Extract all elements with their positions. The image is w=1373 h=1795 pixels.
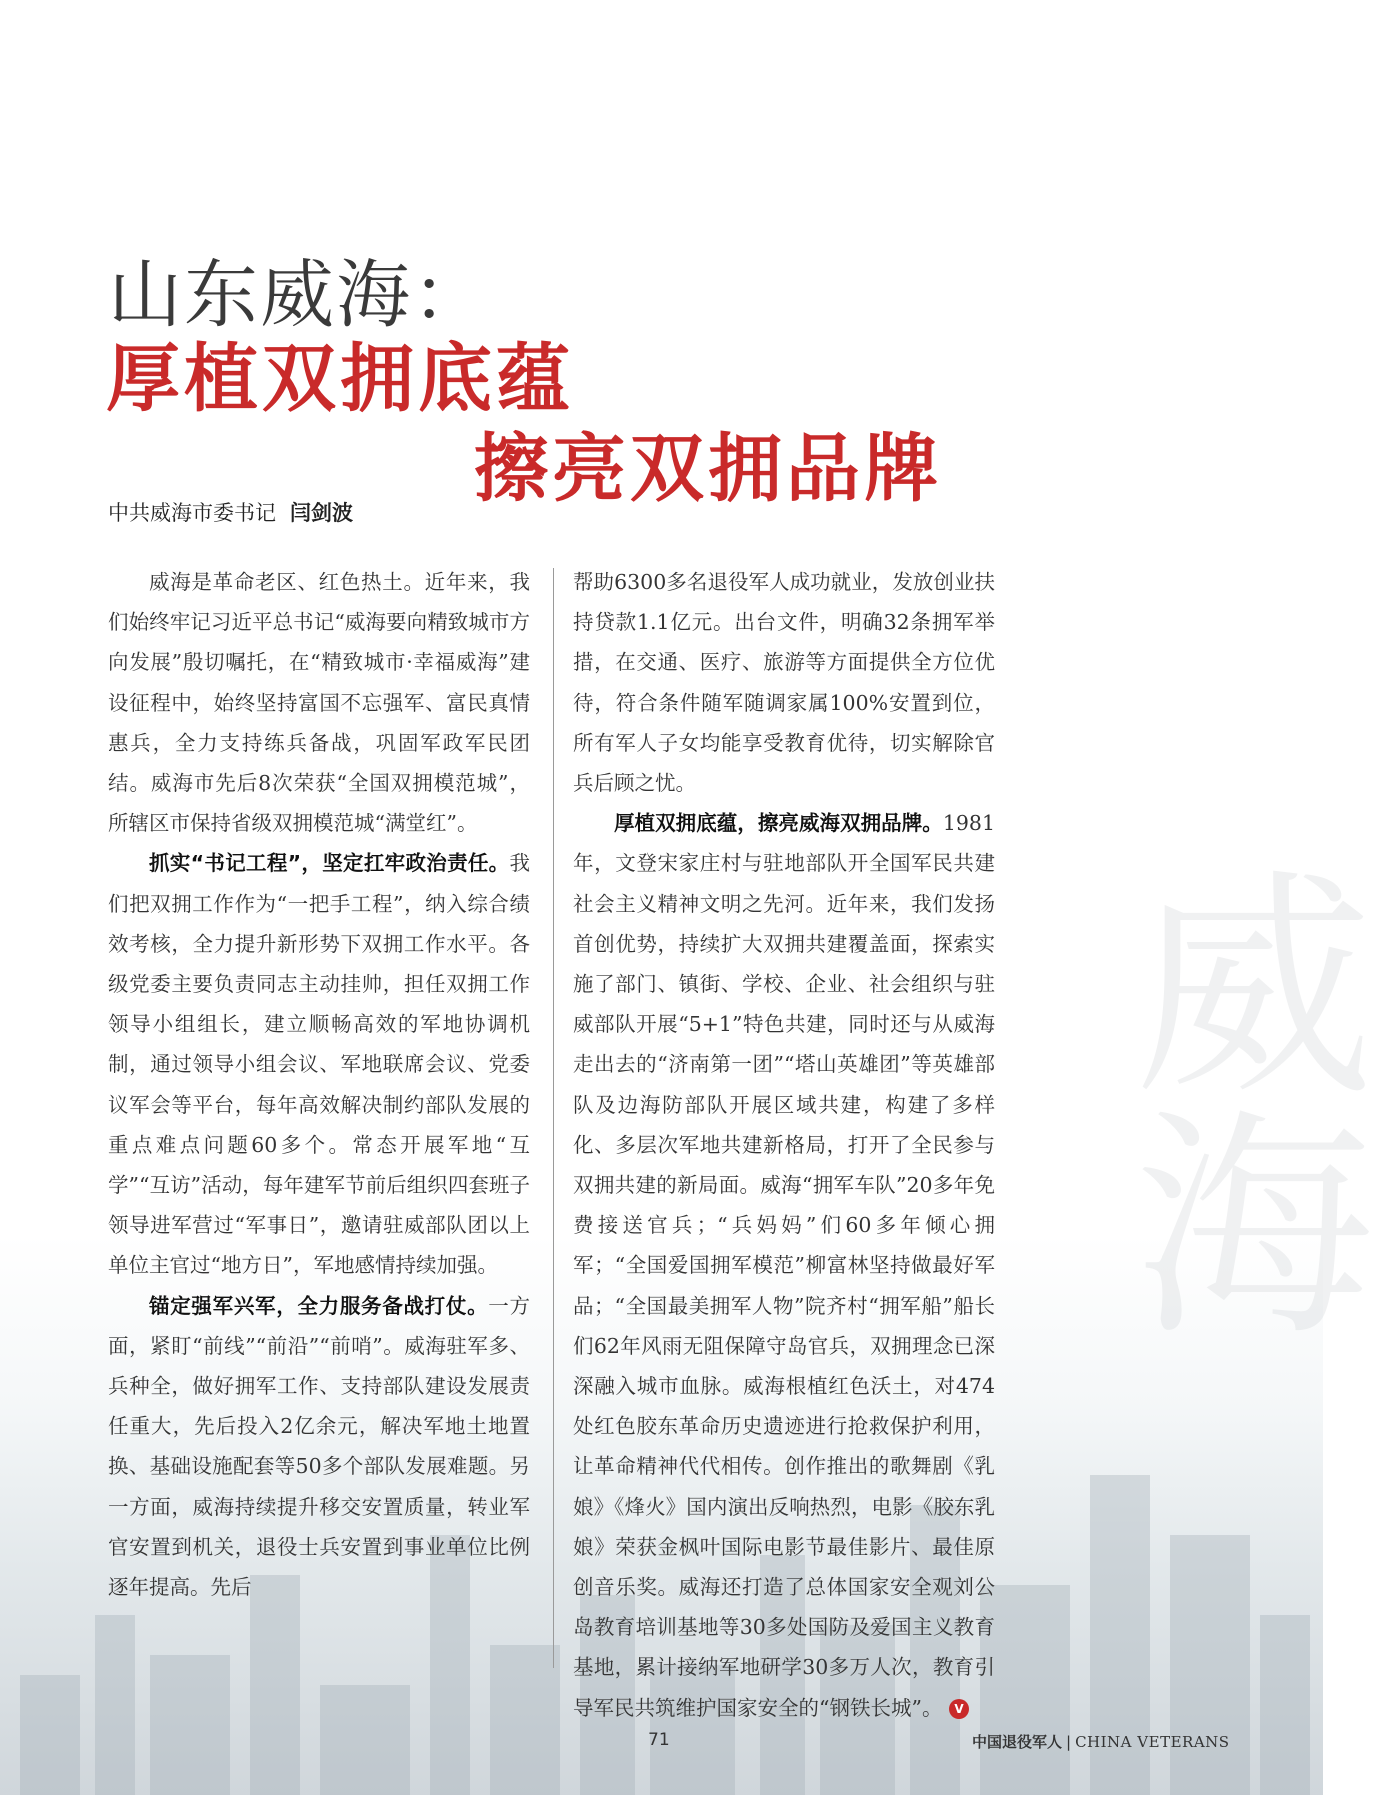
paragraph-body: 一方面，紧盯“前线”“前沿”“前哨”。威海驻军多、兵种全，做好拥军工作、支持部队建设发展责任重大，先后投入2亿余元，解决军地土地置换、基础设施配套等50多个部队发展难题。另一方面，威海持续提升移交安置质量，转业军官安置到机关，退役士兵安置到事业单位比例逐年提高。先后 — [108, 1293, 531, 1600]
page-number: 71 — [648, 1730, 670, 1750]
article-column-left — [108, 562, 530, 1607]
paragraph-body: 1981年，文登宋家庄村与驻地部队开全国军民共建社会主义精神文明之先河。近年来，我们发扬首创优势，持续扩大双拥共建覆盖面，探索实施了部门、镇街、学校、企业、社会组织与驻威部队开展“5+1”特色共建，同时还与从威海走出去的“济南第一团”“塔山英雄团”等英雄部队及边海防部队开展区域共建，构建了多样化、多层次军地共建新格局，打开了全民参与双拥共建的新局面。威海“拥军车队”20多年免费接送官兵；“兵妈妈”们60多年倾心拥军；“全国爱国拥军模范”柳富林坚持做最好军品；“全国最美拥军人物”院齐村“拥军船”船长们62年风雨无阻保障守岛官兵，双拥理念已深深融入城市血脉。威海根植红色沃土，对474处红色胶东革命历史遗迹进行抢救保护利用，让革命精神代代相传。创作推出的歌舞剧《乳娘》《烽火》国内演出反响热烈，电影《胶东乳娘》荣获金枫叶国际电影节最佳影片、最佳原创音乐奖。威海还打造了总体国家安全观刘公岛教育培训基地等30多处国防及爱国主义教育基地，累计接纳军地研学30多万人次，教育引导军民共筑维护国家安全的“钢铁长城”。 — [573, 811, 995, 1720]
magazine-name-en: CHINA VETERANS — [1075, 1733, 1230, 1751]
background-watermark-glyphs: 威海 — [1093, 860, 1373, 1340]
column-divider — [553, 568, 554, 1668]
title-line-3: 擦亮双拥品牌 — [474, 426, 942, 512]
paragraph-brand — [573, 803, 995, 1728]
title-line-1: 山东威海： — [108, 252, 488, 338]
magazine-footer — [972, 1731, 1230, 1752]
article-column-right — [573, 562, 995, 1728]
author-byline — [108, 497, 353, 527]
paragraph-lead: 锚定强军兴军，全力服务备战打仗。 — [149, 1293, 489, 1318]
paragraph-lead: 厚植双拥底蕴，擦亮威海双拥品牌。 — [614, 811, 943, 836]
paragraph-intro: 威海是革命老区、红色热土。近年来，我们始终牢记习近平总书记“威海要向精致城市方向发展”殷切嘱托，在“精致城市·幸福威海”建设征程中，始终坚持富国不忘强军、富民真情惠兵，全力支持练兵备战，巩固军政军民团结。威海市先后8次荣获“全国双拥模范城”，所辖区市保持省级双拥模范城“满堂红”。 — [108, 570, 530, 836]
paragraph-body: 我们把双拥工作作为“一把手工程”，纳入综合绩效考核，全力提升新形势下双拥工作水平。各级党委主要负责同志主动挂帅，担任双拥工作领导小组组长，建立顺畅高效的军地协调机制，通过领导小组会议、军地联席会议、党委议军会等平台，每年高效解决制约部队发展的重点难点问题60多个。常态开展军地“互学”“互访”活动，每年建军节前后组织四套班子领导进军营过“军事日”，邀请驻威部队团以上单位主官过“地方日”，军地感情持续加强。 — [108, 851, 530, 1278]
paragraph-continued: 帮助6300多名退役军人成功就业，发放创业扶持贷款1.1亿元。出台文件，明确32条拥军举措，在交通、医疗、旅游等方面提供全方位优待，符合条件随军随调家属100%安置到位，所有军人子女均能享受教育优待，切实解除官兵后顾之忧。 — [573, 570, 995, 796]
end-of-article-icon: V — [949, 1699, 969, 1719]
paragraph-serve-military — [108, 1286, 530, 1608]
paragraph-political-responsibility — [108, 843, 530, 1285]
author-role: 中共威海市委书记 — [108, 501, 276, 525]
magazine-name-cn: 中国退役军人 — [972, 1733, 1063, 1751]
footer-separator: | — [1066, 1733, 1072, 1751]
paragraph-lead: 抓实“书记工程”，坚定扛牢政治责任。 — [149, 851, 510, 876]
author-name: 闫剑波 — [290, 501, 353, 525]
title-line-2: 厚植双拥底蕴 — [106, 336, 574, 422]
